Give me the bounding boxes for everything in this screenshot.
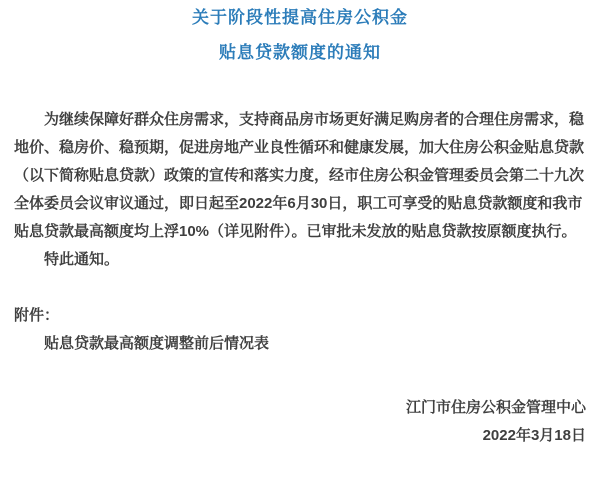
notice-title-line2: 贴息贷款额度的通知 xyxy=(219,43,381,62)
issue-date: 2022年3月18日 xyxy=(482,427,586,444)
notice-body-paragraph: 为继续保障好群众住房需求，支持商品房市场更好满足购房者的合理住房需求，稳地价、稳房价、稳预期，促进房地产业良性循环和健康发展，加大住房公积金贴息贷款（以下简称贴息贷款）政策的宣传和落实力度，经市住房公积金管理委员会第二十九次全体委员会议审议通过，即日起至2022年6月30日，职工可享受的贴息贷款额度和我市贴息贷款最高额度均上浮10%（详见附件）。已审批未发放的贴息贷款按原额度执行。 xyxy=(14,111,585,240)
notice-title-line1: 关于阶段性提高住房公积金 xyxy=(192,8,408,27)
attachment-label: 附件： xyxy=(14,307,60,324)
notice-closing-line: 特此通知。 xyxy=(44,251,120,268)
attachment-name: 贴息贷款最高额度调整前后情况表 xyxy=(44,335,270,352)
issuer-signature: 江门市住房公积金管理中心 xyxy=(405,399,586,416)
notice-title xyxy=(14,0,586,70)
